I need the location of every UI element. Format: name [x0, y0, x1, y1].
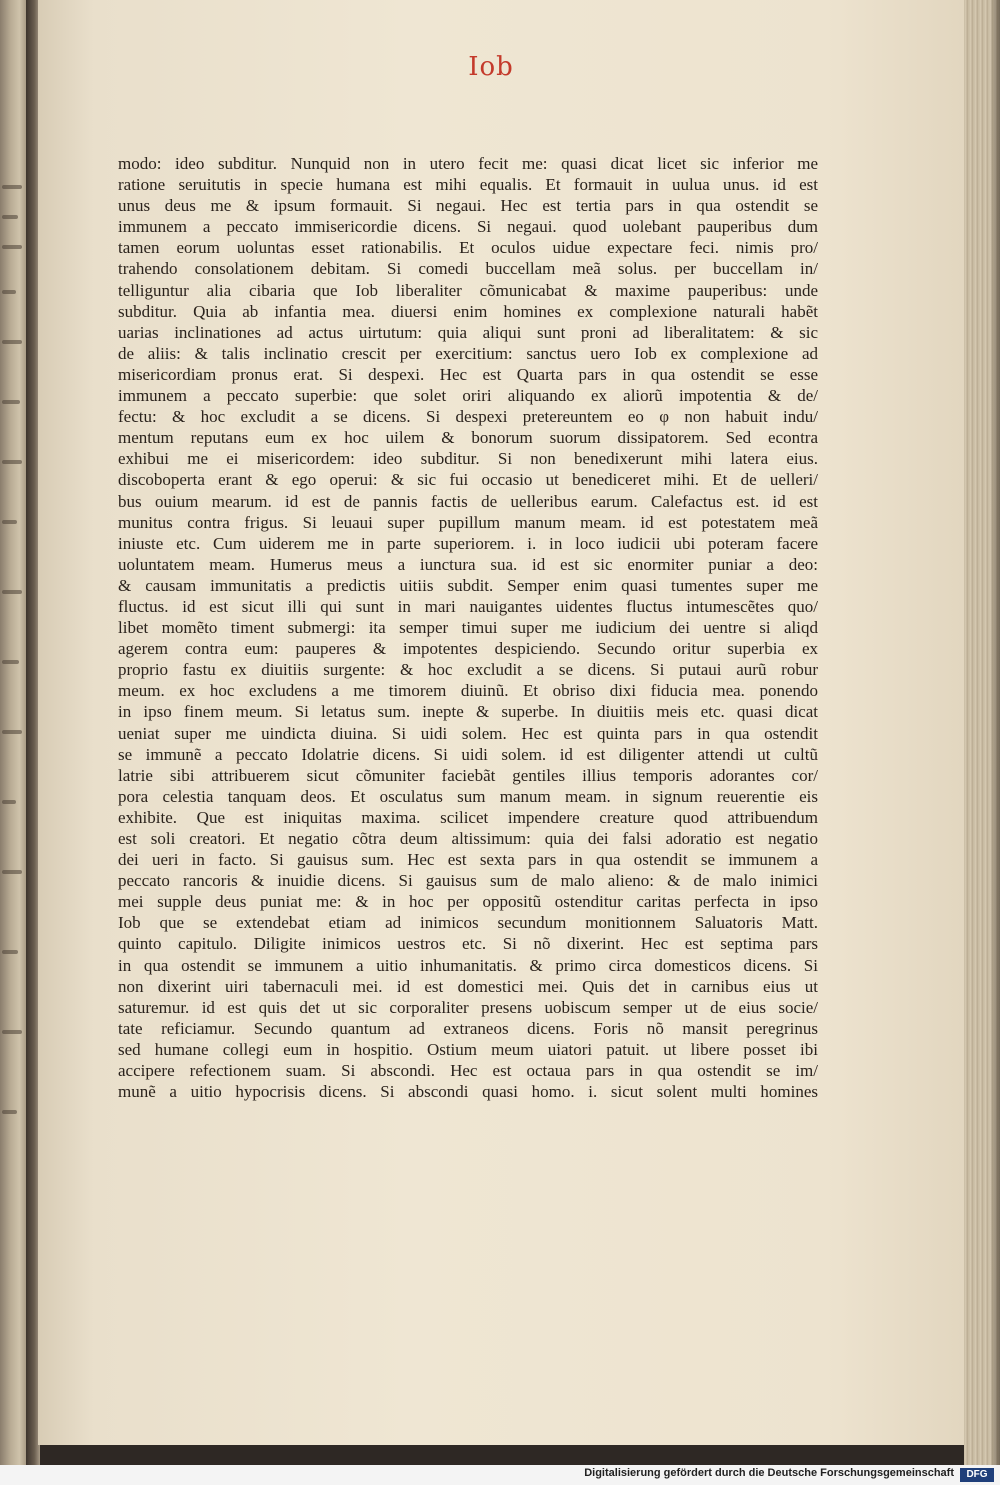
margin-fragment — [2, 870, 22, 874]
dfg-logo: DFG — [960, 1468, 994, 1482]
body-text — [118, 153, 818, 1102]
text-line: trahendo consolationem debitam. Si comedi buccellam meã solus. per buccellam in/ — [118, 259, 818, 279]
margin-fragment — [2, 520, 17, 524]
left-facing-page-edge — [0, 0, 26, 1465]
text-line: exhibui me ei misericordem: ideo subditur. Si non benedixerunt mihi latera eius. — [118, 449, 818, 469]
text-line: subditur. Quia ab infantia mea. diuersi enim homines ex complexione naturali habẽt — [118, 301, 818, 321]
margin-fragment — [2, 245, 22, 249]
text-line: modo: ideo subditur. Nunquid non in utero fecit me: quasi dicat licet sic inferior me — [118, 154, 818, 173]
book-page — [38, 0, 966, 1445]
text-line: tate reficiamur. Secundo quantum ad extraneos dicens. Foris nõ mansit peregrinus — [118, 1018, 818, 1038]
text-line: se immunẽ a peccato Idolatrie dicens. Si uidi solem. id est diligenter attendi ut cultũ — [118, 744, 818, 764]
page-block-edges — [964, 0, 1000, 1465]
margin-fragment — [2, 215, 18, 219]
text-line: exhibite. Que est iniquitas maxima. scilicet impendere creature quod attribuendum — [118, 807, 818, 827]
text-line: bus ouium mearum. id est de pannis factis de uelleribus earum. Calefactus est. id est — [118, 491, 818, 511]
margin-fragment — [2, 660, 19, 664]
text-line: in ipso finem meum. Si letatus sum. inepte & superbe. In diuitiis meis etc. quasi dicat — [118, 702, 818, 722]
text-line: est soli creatori. Et negatio cõtra deum altissimum: quia dei falsi adoratio est negatio — [118, 829, 818, 848]
text-line: uarias inclinationes ad actus uirtutum: quia aliqui sunt proni ad liberalitatem: & sic — [118, 322, 818, 342]
text-line: pora celestia tanquam deos. Et osculatus sum manum meam. in signum reuerentie eis — [118, 786, 818, 806]
text-line: ratione seruitutis in specie humana est mihi equalis. Et formauit in uulua unus. id est — [118, 175, 818, 195]
text-line: ueniat super me uindicta diuina. Si uidi solem. Hec est quinta pars in qua ostendit — [118, 723, 818, 743]
text-line: proprio fastu ex diuitiis surgente: & hoc excludit a se dicens. Si putaui aurũ robur — [118, 660, 818, 680]
text-line: libet momẽto timent submergi: ita semper timui super me iudicium dei uentre si aliqd — [118, 618, 818, 638]
text-line: fluctus. id est sicut illi qui sunt in mari nauigantes uidentes fluctus intumescẽtes quo/ — [118, 596, 818, 616]
text-line: fectu: & hoc excludit a se dicens. Si despexi pretereuntem eo φ non habuit indu/ — [118, 407, 818, 427]
text-line: unus deus me & ipsum formauit. Si negaui. Hec est tertia pars in qua ostendit se — [118, 196, 818, 216]
text-line: uoluntatem meam. Humerus meus a iunctura sua. id est sic enormiter puniar a deo: — [118, 554, 818, 574]
text-line: discoboperta erant & ego operui: & sic fui occasio ut benediceret mihi. Et de uelleri/ — [118, 470, 818, 490]
margin-fragment — [2, 185, 22, 189]
text-line: dei ueri in facto. Si gauisus sum. Hec est sexta pars in qua ostendit se immunem a — [118, 850, 818, 870]
text-line: latrie sibi attribuerem sicut cõmuniter faciebãt gentiles illius temporis adorantes cor/ — [118, 765, 818, 785]
margin-fragment — [2, 290, 16, 294]
text-line: misericordiam pronus erat. Si despexi. Hec est Quarta pars in qua ostendit se esse — [118, 364, 818, 384]
margin-fragment — [2, 1110, 17, 1114]
text-line: in qua ostendit se immunem a uitio inhumanitatis. & primo circa domesticos dicens. Si — [118, 955, 818, 975]
text-line: sed humane collegi eum in hospitio. Ostium meum uiatori patuit. ut libere posset ibi — [118, 1039, 818, 1059]
text-line: immunem a peccato superbie: que solet oriri aliquando ex aliorũ impotentia & de/ — [118, 386, 818, 406]
margin-fragment — [2, 590, 22, 594]
text-line: telliguntur alia cibaria que Iob liberaliter cõmunicabat & maxime pauperibus: unde — [118, 280, 818, 300]
text-line: Iob que se extendebat etiam ad inimicos secundum monitionnem Saluatoris Matt. — [118, 913, 818, 933]
running-head: Iob — [468, 52, 514, 82]
margin-fragment — [2, 800, 16, 804]
text-line: mei supple deus puniat me: & in hoc per oppositũ ostenditur caritas perfecta in ipso — [118, 892, 818, 912]
margin-fragment — [2, 950, 18, 954]
text-line: & causam immunitatis a predictis uitiis subdit. Semper enim quasi tumentes super me — [118, 575, 818, 595]
text-line: iniuste etc. Cum uiderem me in parte superiorem. i. in loco iudicii ubi poteram facere — [118, 533, 818, 553]
text-line: mentum reputans eum ex hoc uilem & bonorum suorum dissipatorem. Sed econtra — [118, 428, 818, 448]
footer-bar — [0, 1465, 1000, 1485]
text-line: munẽ a uitio hypocrisis dicens. Si abscondi quasi homo. i. sicut solent multi homines — [118, 1082, 818, 1102]
text-line: agerem contra eum: pauperes & impotentes despiciendo. Secundo oritur superbia ex — [118, 639, 818, 659]
text-line: munitus contra frigus. Si leuaui super pupillum manum meam. id est potestatem meã — [118, 512, 818, 532]
margin-fragment — [2, 340, 22, 344]
text-line: quinto capitulo. Diligite inimicos uestros etc. Si nõ dixerint. Hec est septima pars — [118, 934, 818, 954]
text-line: meum. ex hoc excludens a me timorem diuinũ. Et obriso dixi fiducia mea. ponendo — [118, 681, 818, 701]
text-line: tamen eorum uoluntas esset rationabilis. Et oculos uidue expectare feci. nimis pro/ — [118, 238, 818, 258]
text-line: non dixerint uiri tabernaculi mei. id est domestici mei. Quis det in carnibus eius ut — [118, 976, 818, 996]
margin-fragment — [2, 730, 22, 734]
funding-credit: Digitalisierung gefördert durch die Deutsche Forschungsgemeinschaft — [584, 1467, 954, 1479]
margin-fragment — [2, 400, 20, 404]
text-line: immunem a peccato immisericordie dicens. Si negaui. quod uolebant pauperibus dum — [118, 217, 818, 237]
text-line: de aliis: & talis inclinatio crescit per exercitium: sanctus uero Iob ex complexione ad — [118, 343, 818, 363]
text-line: peccato rancoris & inuidie dicens. Si gauisus sum de malo alieno: & de malo inimici — [118, 871, 818, 891]
margin-fragment — [2, 460, 22, 464]
text-line: saturemur. id est quis det ut sic corporaliter presens uobiscum semper ut de eius socie/ — [118, 997, 818, 1017]
text-line: accipere refectionem suam. Si abscondi. Hec est octaua pars in qua ostendit se im/ — [118, 1061, 818, 1081]
margin-fragment — [2, 1030, 22, 1034]
